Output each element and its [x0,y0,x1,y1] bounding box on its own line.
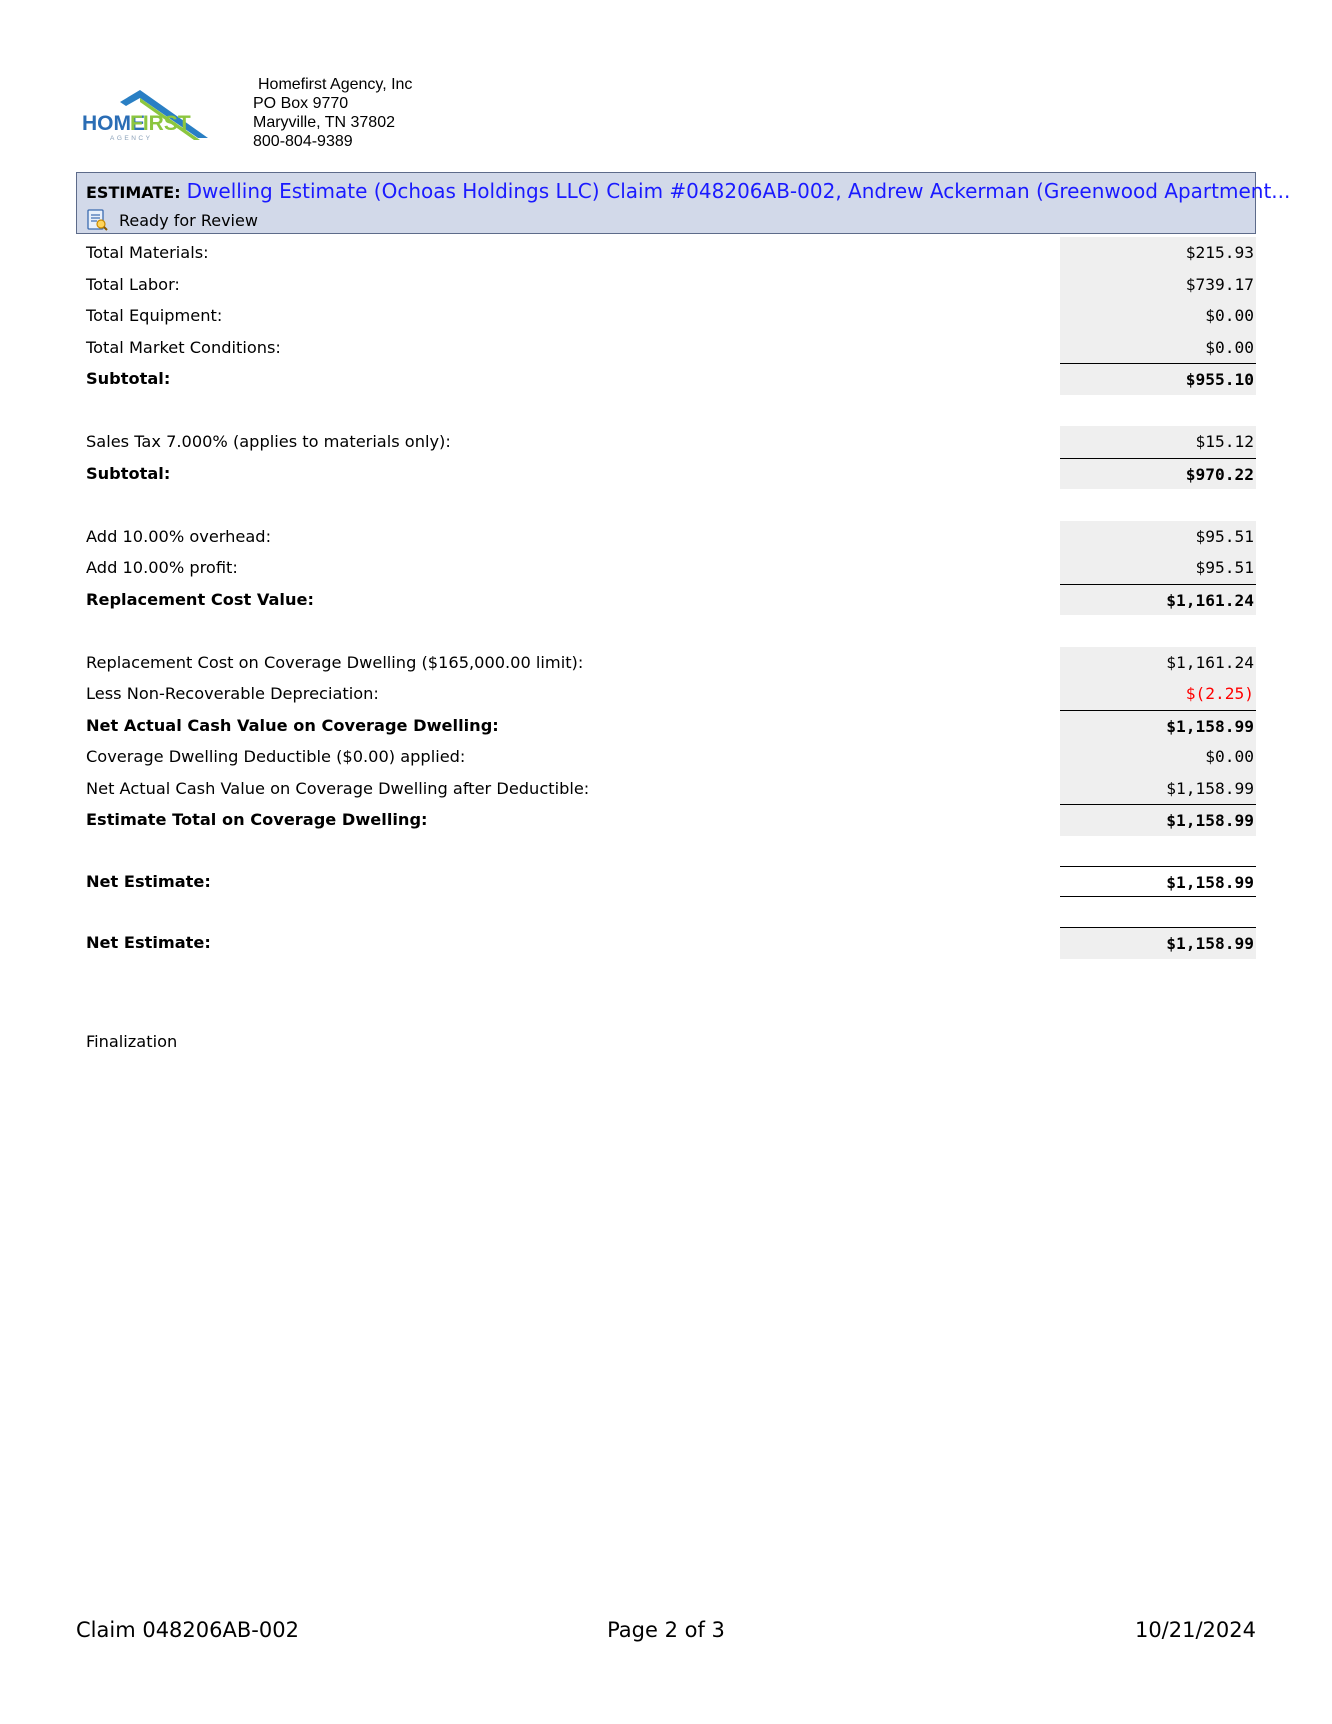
row-value: $739.17 [1060,269,1256,301]
row-value: $0.00 [1060,300,1256,332]
row-value: $1,161.24 [1060,584,1256,616]
row-value: $(2.25) [1060,678,1256,710]
table-row [76,552,1256,584]
table-row [76,237,1256,269]
estimate-banner [76,172,1291,234]
depreciation-row [76,678,1256,710]
net-estimate-row [76,866,1256,898]
estimate-title [86,177,1290,207]
row-value: $95.51 [1060,552,1256,584]
row-label: Net Estimate: [86,933,211,952]
row-label: Replacement Cost Value: [86,589,314,609]
row-label: Net Estimate: [86,871,211,891]
row-value: $1,158.99 [1060,804,1256,836]
net-acv-row [76,710,1256,742]
table-row [76,741,1256,773]
agency-address [253,75,412,151]
row-label: Estimate Total on Coverage Dwelling: [86,810,428,829]
row-label: Subtotal: [86,463,171,483]
table-row [76,269,1256,301]
estimate-total-row [76,804,1256,836]
row-label: Subtotal: [86,369,171,388]
status-text: Ready for Review [119,210,258,230]
row-value: $1,158.99 [1060,866,1256,898]
row-label: Total Market Conditions: [86,337,281,357]
logo-agency-text: AGENCY [110,135,153,142]
agency-phone: 800-804-9389 [253,133,353,150]
row-label: Coverage Dwelling Deductible ($0.00) applied: [86,747,466,766]
row-label: Total Labor: [86,274,180,294]
row-label: Replacement Cost on Coverage Dwelling ($165,000.00 limit): [86,652,584,672]
estimate-status [85,208,258,232]
row-value: $955.10 [1060,363,1256,395]
agency-address-line2: Maryville, TN 37802 [253,114,395,131]
agency-name: Homefirst Agency, Inc [258,76,413,93]
row-label: Add 10.00% profit: [86,558,238,577]
totals-table [76,237,1256,959]
estimate-label: ESTIMATE: [86,183,181,202]
estimate-name-link[interactable]: Dwelling Estimate (Ochoas Holdings LLC) [186,179,600,203]
row-value: $1,158.99 [1060,773,1256,805]
table-row [76,300,1256,332]
table-row [76,332,1256,364]
footer-claim: Claim 048206AB-002 [76,1618,299,1642]
row-value: $1,158.99 [1060,710,1256,742]
document-review-icon [85,208,109,232]
table-row [76,773,1256,805]
finalization-label: Finalization [86,1032,178,1051]
estimate-claim-link[interactable]: Claim #048206AB-002, Andrew Ackerman (Greenwood Apartment... [606,179,1291,203]
row-label: Net Actual Cash Value on Coverage Dwelling after Deductible: [86,778,590,798]
homefirst-logo [82,86,212,146]
row-value: $1,161.24 [1060,647,1256,679]
logo-first-text: FIRST [130,112,191,135]
subtotal-row [76,458,1256,490]
row-value: $0.00 [1060,332,1256,364]
table-row [76,521,1256,553]
logo-home-text: HOME [82,112,145,135]
row-label: Total Equipment: [86,306,223,325]
replacement-cost-row [76,584,1256,616]
row-value: $95.51 [1060,521,1256,553]
net-estimate-row [76,927,1256,959]
footer-page-number: Page 2 of 3 [607,1618,725,1642]
row-value: $1,158.99 [1060,927,1256,959]
agency-address-line1: PO Box 9770 [253,95,349,112]
footer-date: 10/21/2024 [1134,1618,1256,1642]
subtotal-row [76,363,1256,395]
row-label: Less Non-Recoverable Depreciation: [86,684,379,703]
row-value: $215.93 [1060,237,1256,269]
row-label: Sales Tax 7.000% (applies to materials only): [86,432,451,451]
row-value: $970.22 [1060,458,1256,490]
row-label: Total Materials: [86,243,209,262]
table-row [76,426,1256,458]
row-value: $0.00 [1060,741,1256,773]
table-row [76,647,1256,679]
row-label: Net Actual Cash Value on Coverage Dwelling: [86,715,499,735]
row-value: $15.12 [1060,426,1256,458]
row-label: Add 10.00% overhead: [86,526,272,546]
